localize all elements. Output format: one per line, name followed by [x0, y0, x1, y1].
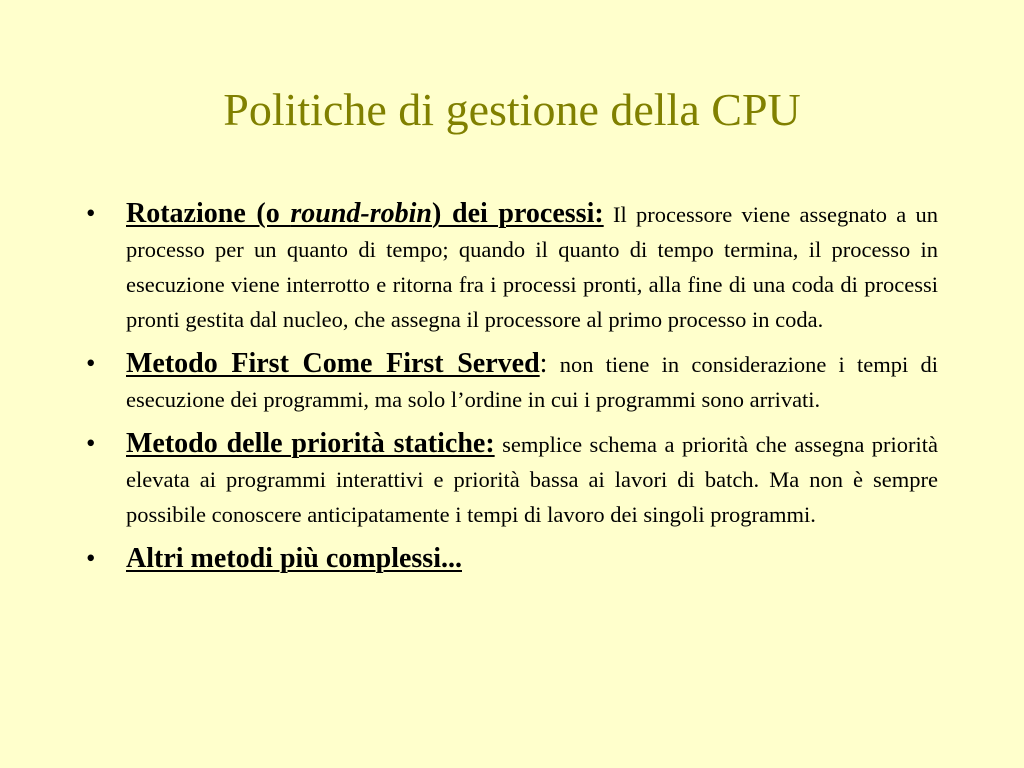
- bullet-heading-part: ) dei processi:: [432, 198, 604, 229]
- bullet-heading-part: Rotazione (o: [126, 198, 291, 229]
- bullet-dot-icon: •: [86, 543, 96, 573]
- bullet-dot-icon: •: [86, 348, 96, 378]
- bullet-heading-part: Altri metodi più complessi...: [126, 543, 462, 574]
- bullet-heading-part: Metodo First Come First Served: [126, 348, 540, 379]
- bullet-list: [86, 196, 938, 586]
- bullet-other-methods: [86, 541, 938, 577]
- bullet-separator: :: [539, 348, 548, 379]
- bullet-body: non tiene in considerazione i tempi di esecuzione dei programmi, ma solo l’ordine in cui i programmi sono arrivati.: [126, 352, 939, 412]
- bullet-heading: [126, 348, 540, 379]
- bullet-round-robin: [86, 196, 938, 337]
- bullet-heading-italic: round-robin: [290, 198, 433, 229]
- slide-title: Politiche di gestione della CPU: [223, 84, 801, 135]
- bullet-dot-icon: •: [86, 428, 96, 458]
- bullet-heading: [126, 543, 462, 574]
- bullet-heading: [126, 198, 604, 229]
- bullet-static-priorities: [86, 426, 938, 532]
- bullet-dot-icon: •: [86, 198, 96, 228]
- bullet-heading-part: Metodo delle priorità statiche:: [126, 428, 495, 459]
- bullet-body: semplice schema a priorità che assegna priorità elevata ai programmi interattivi e priorità bassa ai lavori di batch. Ma non è sempre possibile conoscere anticipatamente i tempi di lavoro dei singoli programmi.: [126, 432, 938, 527]
- bullet-heading: [126, 428, 495, 459]
- bullet-fcfs: [86, 346, 938, 417]
- bullet-body: Il processore viene assegnato a un processo per un quanto di tempo; quando il quanto di tempo termina, il processo in esecuzione viene interrotto e ritorna fra i processi pronti, alla fine di una coda di processi pronti gestita dal nucleo, che assegna il processore al primo processo in coda.: [126, 202, 939, 332]
